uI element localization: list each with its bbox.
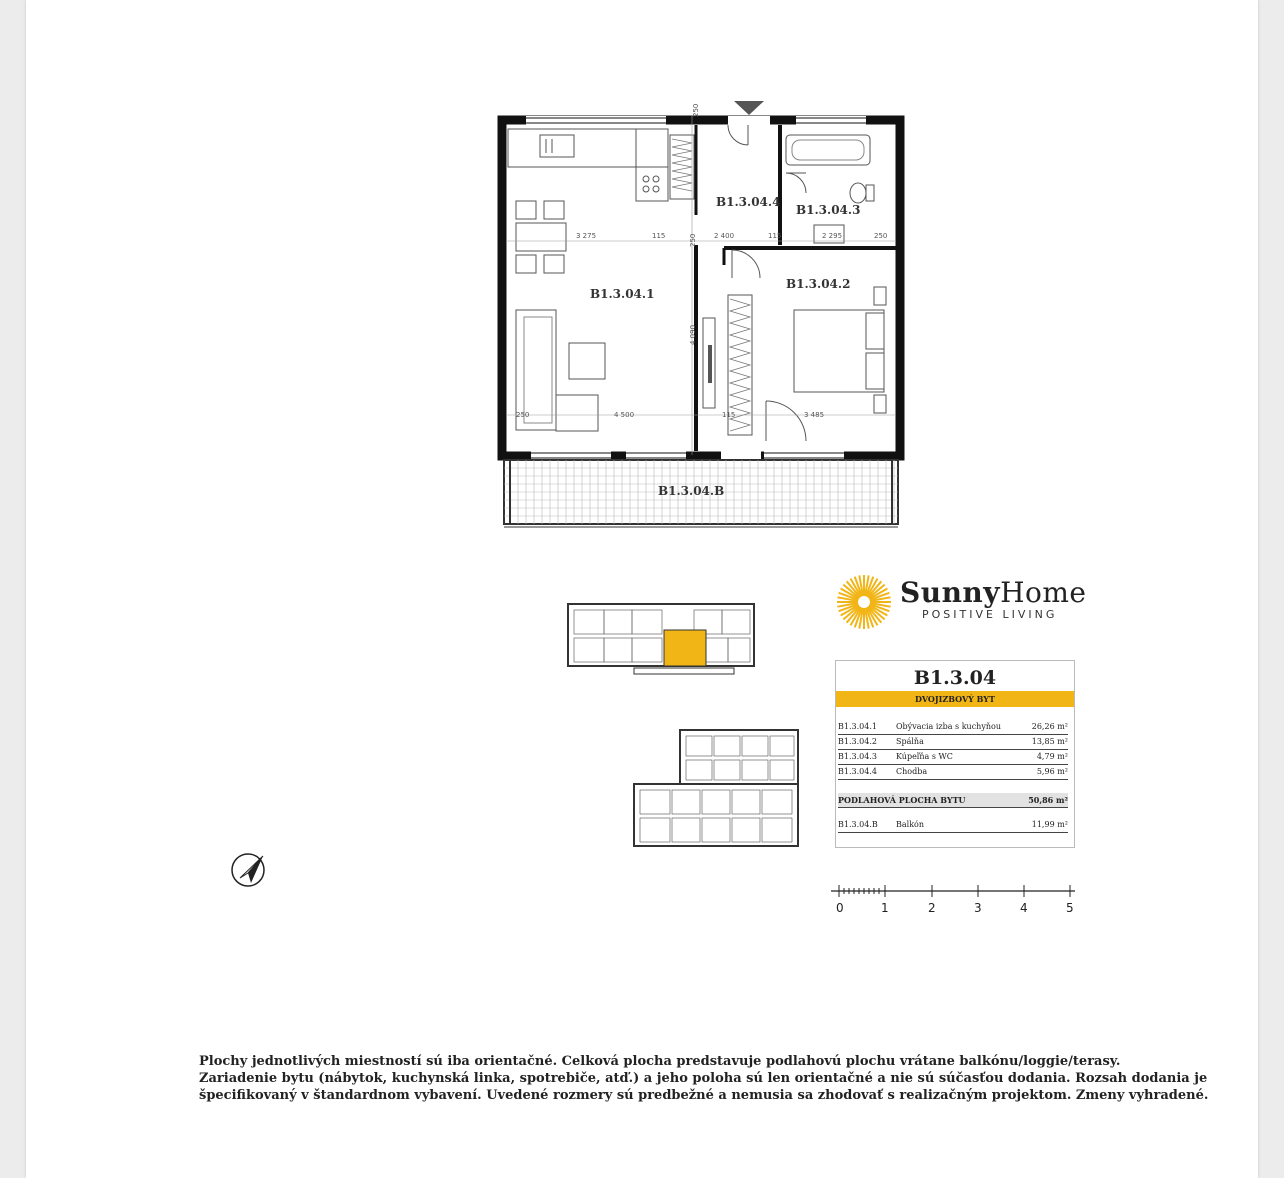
room-name: Chodba bbox=[896, 767, 928, 776]
room-label-living: B1.3.04.1 bbox=[590, 287, 655, 301]
table-row bbox=[838, 720, 1068, 735]
dim-label: 3 485 bbox=[804, 411, 825, 419]
dim-label: 3 275 bbox=[576, 232, 597, 240]
dim-label: 4 500 bbox=[614, 411, 635, 419]
scale-label: 5 bbox=[1066, 901, 1074, 915]
table-row bbox=[838, 735, 1068, 750]
dim-label: 2 295 bbox=[822, 232, 843, 240]
scale-label: 0 bbox=[836, 901, 844, 915]
scale-label: 3 bbox=[974, 901, 982, 915]
table-row bbox=[838, 750, 1068, 765]
balcony-row bbox=[838, 818, 1068, 833]
total-label: PODLAHOVÁ PLOCHA BYTU bbox=[838, 795, 966, 805]
room-area: 5,96 m² bbox=[1036, 767, 1068, 776]
scale-label: 1 bbox=[881, 901, 889, 915]
room-name: Balkón bbox=[896, 820, 925, 829]
room-name: Obývacia izba s kuchyňou bbox=[896, 722, 1001, 731]
room-name: Kúpeľňa s WC bbox=[896, 752, 953, 761]
room-area: 13,85 m² bbox=[1031, 737, 1068, 746]
sun-logo-icon bbox=[834, 572, 894, 632]
dim-label: 115 bbox=[768, 232, 782, 240]
room-code: B1.3.04.B bbox=[838, 820, 878, 829]
floor-plan bbox=[496, 95, 906, 535]
dim-label: 2 400 bbox=[714, 232, 735, 240]
room-label-bathroom: B1.3.04.3 bbox=[796, 203, 861, 217]
dim-label: 250 bbox=[692, 103, 700, 117]
total-area-row bbox=[838, 793, 1068, 808]
dim-label: 250 bbox=[516, 411, 530, 419]
unit-title: B1.3.04 bbox=[913, 667, 997, 689]
dim-label: 4 090 bbox=[689, 324, 697, 345]
room-code: B1.3.04.4 bbox=[838, 767, 877, 776]
entrance-arrow-icon bbox=[734, 101, 764, 115]
table-row bbox=[838, 765, 1068, 780]
scale-bar bbox=[829, 880, 1079, 920]
scale-label: 4 bbox=[1020, 901, 1028, 915]
dim-label: 250 bbox=[874, 232, 888, 240]
room-label-balcony: B1.3.04.B bbox=[658, 484, 725, 498]
dim-label: 250 bbox=[689, 233, 697, 247]
brand-name bbox=[900, 576, 1086, 609]
unit-type-banner: DVOJIZBOVÝ BYT bbox=[836, 691, 1074, 707]
room-name: Spálňa bbox=[896, 737, 924, 746]
disclaimer-line: špecifikovaný v štandardnom vybavení. Uvedené rozmery sú predbežné a nemusia sa zhodovať s realizačným projektom. Zmeny vyhradené. bbox=[199, 1088, 1209, 1103]
scale-label: 2 bbox=[928, 901, 936, 915]
unit-area-table bbox=[835, 660, 1075, 848]
total-area: 50,86 m² bbox=[1028, 795, 1068, 805]
room-area: 4,79 m² bbox=[1036, 752, 1068, 761]
dim-label: 115 bbox=[722, 411, 736, 419]
room-area: 26,26 m² bbox=[1031, 722, 1068, 731]
dim-label: 115 bbox=[652, 232, 666, 240]
disclaimer-line: Zariadenie bytu (nábytok, kuchynská linka, spotrebiče, atď.) a jeho poloha sú len orientačné a nie sú súčasťou dodania. Rozsah dodania je bbox=[199, 1071, 1208, 1086]
document-page bbox=[26, 0, 1258, 1178]
room-label-bedroom: B1.3.04.2 bbox=[786, 277, 851, 291]
brand-name-bold: Sunny bbox=[900, 576, 1001, 609]
key-plan-lower bbox=[630, 724, 802, 854]
room-label-corridor: B1.3.04.4 bbox=[716, 195, 781, 209]
key-plan-upper bbox=[564, 600, 756, 676]
room-code: B1.3.04.2 bbox=[838, 737, 877, 746]
north-arrow-icon bbox=[229, 850, 269, 890]
brand-tagline: POSITIVE LIVING bbox=[922, 608, 1058, 621]
disclaimer-text bbox=[199, 1053, 1209, 1104]
disclaimer-line: Plochy jednotlivých miestností sú iba orientačné. Celková plocha predstavuje podlahovú plochu vrátane balkónu/loggie/terasy. bbox=[199, 1054, 1121, 1069]
brand-name-regular: Home bbox=[1000, 576, 1087, 609]
room-area: 11,99 m² bbox=[1031, 820, 1068, 829]
room-code: B1.3.04.1 bbox=[838, 722, 877, 731]
room-code: B1.3.04.3 bbox=[838, 752, 877, 761]
